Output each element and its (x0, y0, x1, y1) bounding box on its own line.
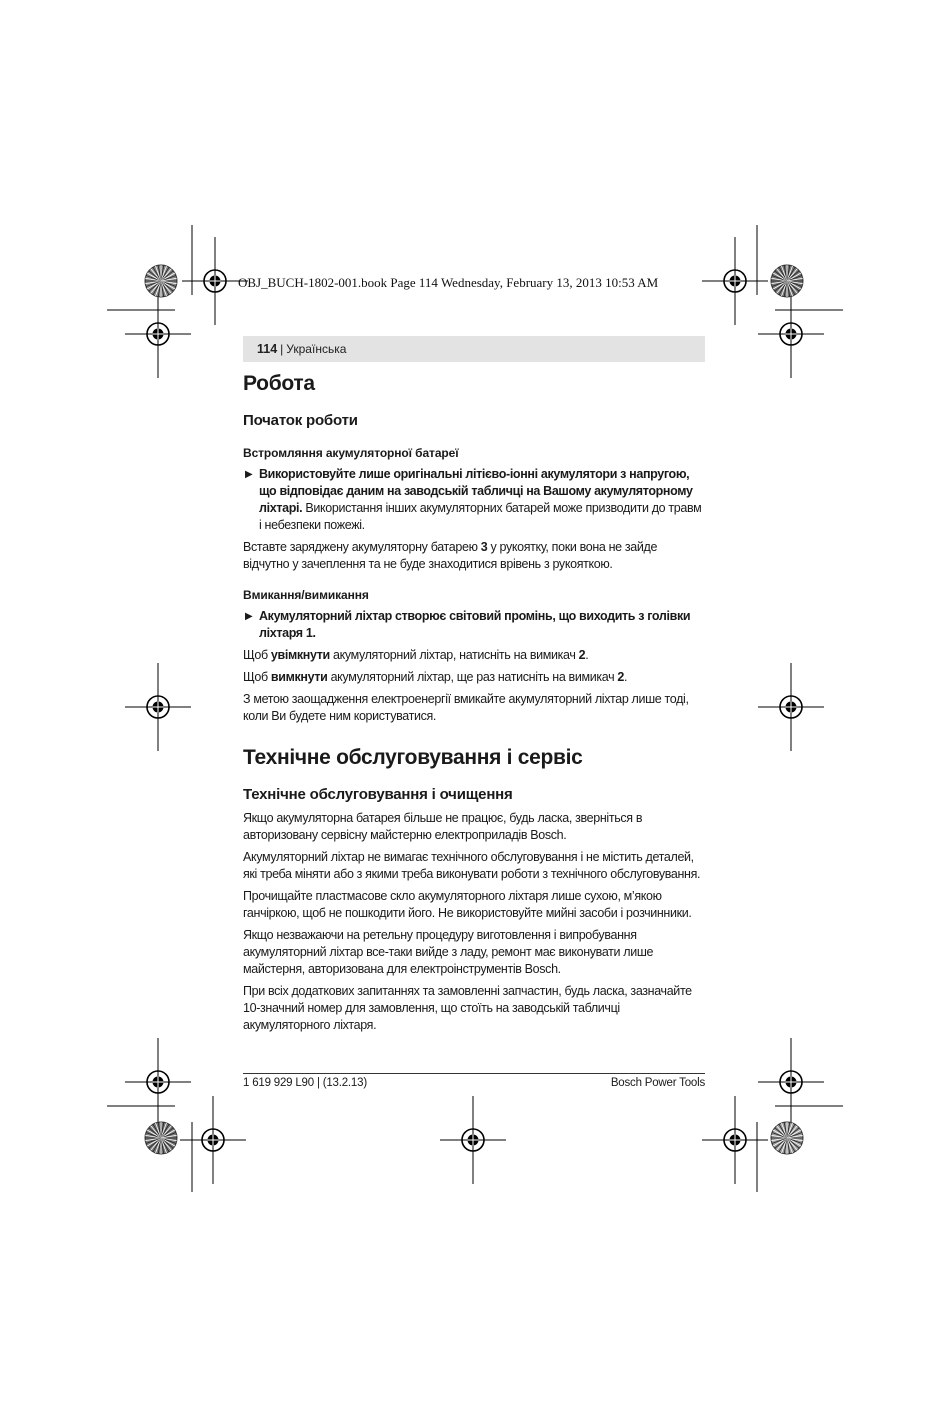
maintenance-paragraph: При всіх додаткових запитаннях та замовленні запчастин, будь ласка, зазначайте 10-значний номер для замовлення, що стоїть на заводській табличці акумуляторного ліхтаря. (243, 984, 692, 1032)
text-run: акумуляторний ліхтар, натисніть на вимикач (329, 648, 579, 662)
text-bold: вимкнути (270, 670, 328, 684)
text-run: Щоб (243, 648, 271, 662)
footer-doc-number: 1 619 929 L90 | (13.2.13) (243, 1077, 367, 1089)
subsection-title-cleaning: Технічне обслуговування і очищення (243, 786, 513, 803)
battery-warning-text: Використання інших акумуляторних батарей може призводити до травм і небезпеки пожежі. (259, 501, 702, 532)
registration-mark-icon (125, 290, 191, 378)
footer-brand: Bosch Power Tools (610, 1077, 705, 1089)
text-run: Вставте заряджену акумуляторну батарею (243, 540, 481, 554)
switch-off-paragraph (243, 669, 705, 686)
registration-mark-icon (758, 663, 824, 751)
header-language: Українська (286, 342, 347, 356)
heading-battery-insert: Встромляння акумуляторної батареї (243, 446, 459, 460)
text-run: у рукоятку, поки вона не зайде відчутно у зачеплення та не буде знаходитися врівень з рукояткою. (243, 540, 658, 571)
registration-mark-icon (440, 1096, 506, 1184)
registration-mark-icon (180, 1096, 246, 1184)
subsection-title-start: Початок роботи (243, 412, 358, 429)
energy-saving-paragraph: З метою заощадження електроенергії вмикайте акумуляторний ліхтар лише тоді, коли Ви будете ним користуватися. (243, 692, 689, 723)
print-slug-line: OBJ_BUCH-1802-001.book Page 114 Wednesday, February 13, 2013 10:53 AM (238, 275, 659, 290)
switching-warning-bold: Акумуляторний ліхтар створює світовий промінь, що виходить з голівки ліхтаря 1. (259, 609, 691, 640)
maintenance-paragraph: Якщо акумуляторна батарея більше не працює, будь ласка, зверніться в авторизовану сервісну майстерню електроприладів Bosch. (243, 811, 643, 842)
star-target-icon (145, 1122, 177, 1154)
registration-mark-icon (702, 1096, 768, 1184)
text-run: . (623, 670, 628, 684)
star-target-icon (771, 265, 803, 297)
page-header (243, 336, 705, 362)
maintenance-paragraph: Якщо незважаючи на ретельну процедуру виготовлення і випробування акумуляторний ліхтар все-таки вийде з ладу, ремонт має виконувати лише майстерня, авторизована для електроінструментів Bosch. (243, 928, 654, 976)
switch-on-paragraph (243, 647, 705, 664)
maintenance-paragraph: Акумуляторний ліхтар не вимагає технічного обслуговування і не містить деталей, які треба міняти або з якими треба виконувати роботи з технічного обслуговування. (243, 850, 701, 881)
battery-warning (243, 466, 705, 534)
page-footer (243, 1073, 705, 1089)
document-page (243, 336, 705, 1034)
switching-warning (243, 608, 705, 642)
star-target-icon (771, 1122, 803, 1154)
text-run: акумуляторний ліхтар, ще раз натисніть на вимикач (327, 670, 618, 684)
page-number: 114 (257, 342, 278, 356)
heading-switching: Вмикання/вимикання (243, 588, 369, 602)
ref-number: 2 (617, 670, 624, 684)
header-separator: | (280, 342, 284, 356)
star-target-icon (145, 265, 177, 297)
ref-number: 2 (578, 648, 586, 662)
ref-number: 3 (480, 540, 488, 554)
registration-mark-icon (125, 663, 191, 751)
registration-mark-icon (758, 1038, 824, 1126)
bullet-triangle-icon: ▶ (245, 469, 253, 480)
battery-warning-bold: Використовуйте лише оригінальні літієво-іонні акумулятори з напругою, що відповідає даним на заводській табличці на Вашому акумуляторному ліхтарі. (259, 467, 693, 515)
bullet-triangle-icon: ▶ (245, 611, 253, 622)
registration-mark-icon (125, 1038, 191, 1126)
section-title-operation: Робота (243, 372, 315, 395)
text-run: . (585, 648, 589, 662)
registration-mark-icon (758, 290, 824, 378)
section-title-maintenance: Технічне обслуговування і сервіс (243, 746, 583, 769)
maintenance-paragraph: Прочищайте пластмасове скло акумуляторного ліхтаря лише сухою, м’якою ганчіркою, щоб не пошкодити його. Не використовуйте мийні засоби і розчинники. (243, 889, 692, 920)
text-run: Щоб (243, 670, 271, 684)
registration-mark-icon (702, 237, 768, 325)
battery-insert-paragraph (243, 539, 705, 573)
text-bold: увімкнути (270, 648, 330, 662)
